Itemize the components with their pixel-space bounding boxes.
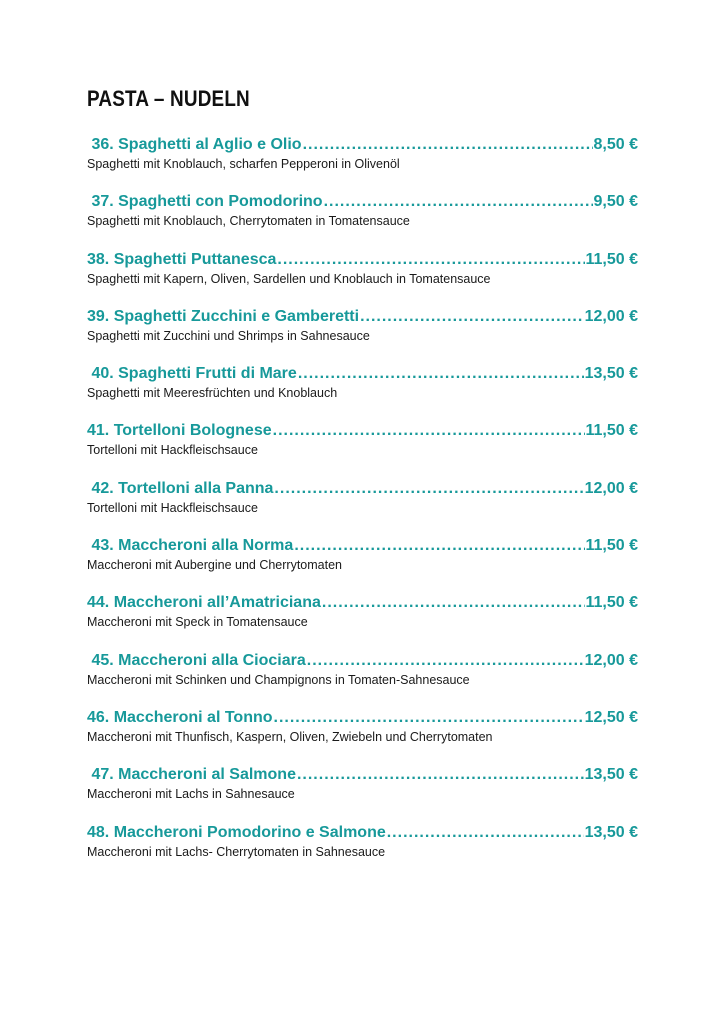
item-description: Maccheroni mit Lachs- Cherrytomaten in Sahnesauce — [87, 844, 386, 859]
item-line — [87, 306, 638, 328]
item-name: 38. Spaghetti Puttanesca — [87, 250, 277, 268]
item-name: 45. Maccheroni alla Ciociara — [87, 651, 306, 669]
menu-item — [87, 191, 638, 248]
item-price: 13,50 € — [584, 823, 638, 841]
item-price: 11,50 € — [585, 594, 638, 612]
dot-leader — [307, 650, 584, 672]
menu-item — [87, 822, 638, 879]
item-name: 36. Spaghetti al Aglio e Olio — [87, 136, 302, 153]
dot-leader — [274, 707, 584, 729]
dot-leader — [324, 191, 593, 213]
dot-leader — [387, 822, 584, 844]
menu-item — [87, 592, 638, 649]
item-description: Tortelloni mit Hackfleischsauce — [87, 443, 258, 458]
dot-leader — [273, 420, 585, 442]
dot-leader — [277, 249, 584, 271]
item-price: 13,50 € — [584, 365, 638, 383]
item-price: 8,50 € — [593, 136, 638, 153]
menu-item — [87, 478, 638, 535]
item-line — [87, 134, 638, 156]
menu-item — [87, 420, 638, 477]
dot-leader — [360, 306, 584, 328]
item-price: 12,00 € — [584, 479, 638, 497]
item-name: 43. Maccheroni alla Norma — [87, 537, 294, 555]
item-line — [87, 249, 638, 271]
item-line — [87, 822, 638, 844]
item-price: 11,50 € — [585, 537, 638, 555]
item-name: 40. Spaghetti Frutti di Mare — [87, 365, 297, 383]
item-description: Tortelloni mit Hackfleischsauce — [87, 500, 258, 515]
menu-list — [87, 134, 638, 879]
item-description: Spaghetti mit Kapern, Oliven, Sardellen und Knoblauch in Tomatensauce — [87, 271, 491, 286]
item-line — [87, 420, 638, 442]
menu-item — [87, 134, 638, 191]
item-name: 47. Maccheroni al Salmone — [87, 766, 296, 784]
section-title: PASTA – NUDELN — [87, 86, 250, 111]
dot-leader — [294, 535, 584, 557]
menu-item — [87, 249, 638, 306]
menu-item — [87, 363, 638, 420]
item-price: 11,50 € — [585, 250, 638, 268]
item-description: Maccheroni mit Lachs in Sahnesauce — [87, 787, 295, 802]
item-price: 13,50 € — [584, 766, 638, 784]
item-name: 46. Maccheroni al Tonno — [87, 708, 273, 726]
item-line — [87, 650, 638, 672]
item-name: 41. Tortelloni Bolognese — [87, 422, 272, 440]
item-description: Maccheroni mit Speck in Tomatensauce — [87, 615, 308, 630]
item-price: 11,50 € — [585, 422, 638, 440]
item-name: 48. Maccheroni Pomodorino e Salmone — [87, 823, 386, 841]
menu-item — [87, 306, 638, 363]
item-description: Maccheroni mit Schinken und Champignons in Tomaten-Sahnesauce — [87, 672, 470, 687]
item-line — [87, 764, 638, 786]
item-name: 44. Maccheroni all’Amatriciana — [87, 594, 321, 612]
item-line — [87, 363, 638, 385]
item-name: 37. Spaghetti con Pomodorino — [87, 193, 323, 211]
item-description: Maccheroni mit Aubergine und Cherrytomaten — [87, 558, 342, 573]
item-line — [87, 535, 638, 557]
item-line — [87, 478, 638, 500]
dot-leader — [298, 363, 584, 385]
item-description: Spaghetti mit Meeresfrüchten und Knoblauch — [87, 386, 338, 401]
menu-item — [87, 650, 638, 707]
dot-leader — [297, 764, 584, 786]
item-price: 12,50 € — [584, 708, 638, 726]
item-description: Spaghetti mit Knoblauch, scharfen Pepperoni in Olivenöl — [87, 157, 400, 171]
menu-item — [87, 535, 638, 592]
menu-item — [87, 707, 638, 764]
dot-leader — [274, 478, 583, 500]
item-price: 12,00 € — [584, 307, 638, 325]
item-name: 39. Spaghetti Zucchini e Gamberetti — [87, 307, 360, 325]
item-description: Spaghetti mit Knoblauch, Cherrytomaten in Tomatensauce — [87, 214, 410, 229]
item-line — [87, 592, 638, 614]
item-price: 12,00 € — [584, 651, 638, 669]
item-description: Maccheroni mit Thunfisch, Kaspern, Oliven, Zwiebeln und Cherrytomaten — [87, 729, 493, 744]
item-description: Spaghetti mit Zucchini und Shrimps in Sahnesauce — [87, 328, 370, 343]
item-name: 42. Tortelloni alla Panna — [87, 479, 274, 497]
dot-leader — [322, 592, 585, 614]
item-price: 9,50 € — [593, 193, 638, 211]
item-line — [87, 191, 638, 213]
dot-leader — [303, 134, 593, 156]
item-line — [87, 707, 638, 729]
menu-item — [87, 764, 638, 821]
